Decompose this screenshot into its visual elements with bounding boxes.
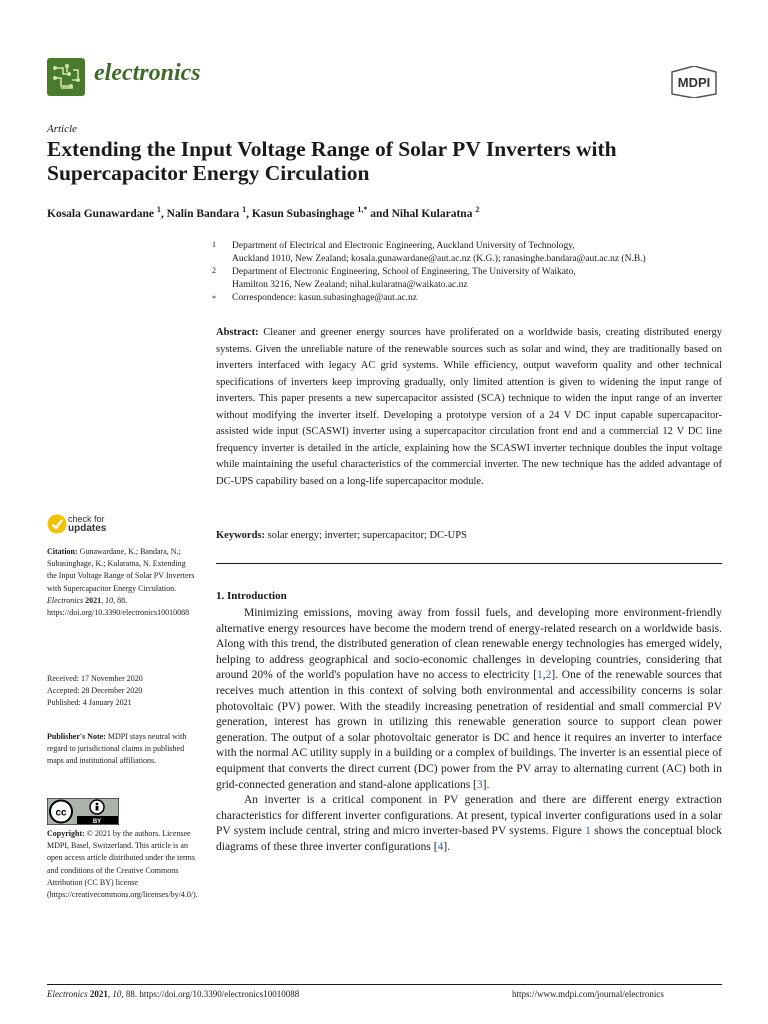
dates-block	[47, 673, 197, 710]
footer-volume: 10	[112, 989, 122, 999]
footer-journal: Electronics	[47, 989, 88, 999]
journal-name: electronics	[94, 60, 201, 86]
citation-year: 2021	[85, 595, 102, 605]
svg-text:cc: cc	[55, 807, 67, 819]
copyright-block	[47, 828, 197, 901]
citation-separator: ,	[542, 669, 546, 682]
author-list	[47, 205, 479, 220]
copyright-text: © 2021 by the authors. Licensee MDPI, Basel, Switzerland. This article is an open access article distributed under the terms and conditions of the Creative Commons Attribution (CC BY) license (https://creativecommons.org/licenses/by/4.0/).	[47, 829, 198, 900]
paragraph	[216, 606, 722, 793]
mdpi-logo	[666, 66, 722, 98]
affiliation-line: Department of Electrical and Electronic Engineering, Auckland University of Technology,	[232, 241, 575, 251]
paper-title: Extending the Input Voltage Range of Solar PV Inverters with Supercapacitor Energy Circulation	[47, 137, 617, 185]
author-separator: ,	[160, 207, 167, 220]
correspondence-line: Correspondence: kasun.subasinghage@aut.ac.nz	[232, 293, 417, 303]
article-type: Article	[47, 123, 77, 135]
keywords-text: solar energy; inverter; supercapacitor; DC-UPS	[267, 530, 467, 541]
paragraph-text: Minimizing emissions, moving away from fossil fuels, and developing more environment-friendly alternative energy resources have become the modern trend of energy-related research on a worldwide basis. Along with this trend, the distributed generation of clean renewable energy technologies has emerged widely, helping to address geographical and socio-economic challenges in developing countries, considering that around 20% of the world's population have no access to electricity [	[216, 607, 722, 682]
published-date: Published: 4 January 2021	[47, 698, 132, 708]
citation-text: Gunawardane, K.; Bandara, N.; Subasinghage, K.; Kularatna, N. Extending the Input Voltage Range of Solar PV Inverters with Supercapacitor Energy Circulation.	[47, 547, 195, 593]
citation-journal: Electronics	[47, 595, 84, 605]
citation-doi[interactable]: , 88. https://doi.org/10.3390/electronics10010088	[47, 595, 190, 618]
author-affil-mark: 1,*	[357, 205, 368, 214]
paragraph-text: ].	[482, 778, 490, 791]
publisher-note	[47, 731, 197, 768]
footer-year: 2021	[89, 989, 108, 999]
abstract-text: Cleaner and greener energy sources have proliferated on a worldwide basis, creating distributed energy systems. Given the unreliable nature of the renewable sources such as solar and wind, they are traditionally based on inverters interfaced with legacy AC grid systems. While efficiency, output waveform quality and other technical specifications of inverters keep improving gradually, only limited attention is given to widening the input range of inverters. This paper presents a new supercapacitor assisted (SCA) technique to widen the input range of an inverter without modifying the inverter itself. Developing a prototype version of a 24 V DC input capable supercapacitor-assisted wide input (SCASWI) inverter using a supercapacitor circulation front end and a commercial 12 V DC line frequency inverter is detailed in the article, explaining how the SCASWI inverter technique doubles the input voltage while maintaining the useful characteristics of the commercial inverter. The new technique has the added advantage of DC-UPS capability based on a long-life supercapacitor module.	[216, 327, 722, 487]
check-for-updates-icon[interactable]	[47, 513, 67, 535]
section-body	[216, 606, 722, 856]
footer-citation: Electronics 2021, 10, 88. https://doi.org/10.3390/electronics10010088	[47, 989, 300, 999]
affiliation-mark: 2	[212, 266, 216, 275]
affiliation-item	[212, 240, 732, 266]
author-name[interactable]: Kosala Gunawardane	[47, 207, 155, 220]
author-name[interactable]: Kasun Subasinghage	[251, 207, 355, 220]
author-name[interactable]: Nihal Kularatna	[391, 207, 473, 220]
cc-by-license-icon[interactable]	[47, 798, 119, 825]
mdpi-logo-text: MDPI	[677, 75, 711, 90]
accepted-date: Accepted: 28 December 2020	[47, 686, 143, 696]
citation-link[interactable]: 4	[437, 840, 444, 853]
affiliation-mark: 1	[212, 240, 216, 249]
author-affil-mark: 1	[242, 205, 247, 214]
affiliations	[212, 240, 732, 305]
correspondence-item	[212, 292, 732, 305]
section-divider	[216, 563, 722, 564]
author-separator: and	[367, 207, 392, 220]
author-affil-mark: 2	[475, 205, 480, 214]
abstract	[216, 325, 722, 490]
paragraph-text: ]. One of the renewable sources that receives much attention in this context of solving both environmental and accessibility concerns is solar photovoltaic (PV) power. With the steadily increasing penetration of residential and small commercial PV generation, interest has grown in utilizing this renewable generation source to support clean power generation. The output of a solar photovoltaic generator is DC and hence it requires an inverter to interface with the normal AC utility supply in a building or a complex of buildings. The inverter is an essential piece of equipment that converts the direct current (DC) power from the PV array to alternating current (AC) both in grid-connected generation and stand-alone applications [	[216, 669, 722, 791]
affiliation-line: Hamilton 3216, New Zealand; nihal.kularatna@waikato.ac.nz	[232, 280, 468, 290]
citation-label: Citation:	[47, 547, 78, 556]
author-affil-mark: 1	[156, 205, 161, 214]
citation-link[interactable]: 3	[476, 778, 483, 791]
author-separator: ,	[246, 207, 252, 220]
citation-link[interactable]: 1	[537, 669, 543, 682]
citation-link[interactable]: 2	[545, 669, 552, 682]
citation-volume: 10	[105, 595, 114, 605]
figure-link[interactable]: 1	[585, 825, 591, 838]
publisher-note-label: Publisher's Note:	[47, 732, 106, 741]
copyright-label: Copyright:	[47, 829, 85, 838]
footer-doi[interactable]: , 88. https://doi.org/10.3390/electronics10010088	[121, 989, 300, 999]
affiliation-line: Auckland 1010, New Zealand; kosala.gunawardane@aut.ac.nz (K.G.); ranasinghe.bandara@aut.ac.nz (N.B.)	[232, 254, 646, 264]
cc-label: BY	[92, 819, 102, 825]
journal-logo-icon	[47, 58, 85, 96]
citation-block: Citation: Gunawardane, K.; Bandara, N.; Subasinghage, K.; Kularatna, N. Extending the Input Voltage Range of Solar PV Inverters with Supercapacitor Energy Circulation. Electronics 2021, 10, 88. https://doi.org/10.3390/electronics10010088	[47, 547, 195, 618]
affiliation-item	[212, 266, 732, 292]
received-date: Received: 17 November 2020	[47, 674, 143, 683]
paragraph-text: An inverter is a critical component in PV generation and there are different energy extraction characteristics for different inverter configurations. At present, typical inverter configurations used in a solar PV system include central, string and micro inverter-based PV systems. Figure	[216, 794, 722, 838]
footer-divider	[47, 984, 722, 985]
keywords	[216, 530, 722, 541]
paragraph-text: ].	[443, 840, 451, 853]
author-name[interactable]: Nalin Bandara	[166, 207, 240, 220]
abstract-label: Abstract:	[216, 327, 259, 338]
publisher-note-text: MDPI stays neutral with regard to jurisdictional claims in published maps and institutional affiliations.	[47, 732, 187, 766]
paragraph	[216, 793, 722, 855]
paragraph-text: shows the conceptual block diagrams of these three inverter configurations [	[216, 825, 722, 853]
check-line: check for	[68, 514, 105, 524]
section-title: 1. Introduction	[216, 590, 287, 602]
affiliation-line: Department of Electronic Engineering, School of Engineering, The University of Waikato,	[232, 267, 576, 277]
check-line-bold: updates	[68, 523, 107, 534]
check-for-updates[interactable]	[68, 514, 106, 534]
keywords-label: Keywords:	[216, 530, 265, 541]
footer-journal-url[interactable]: https://www.mdpi.com/journal/electronics	[512, 989, 664, 999]
correspondence-mark: *	[212, 294, 216, 303]
